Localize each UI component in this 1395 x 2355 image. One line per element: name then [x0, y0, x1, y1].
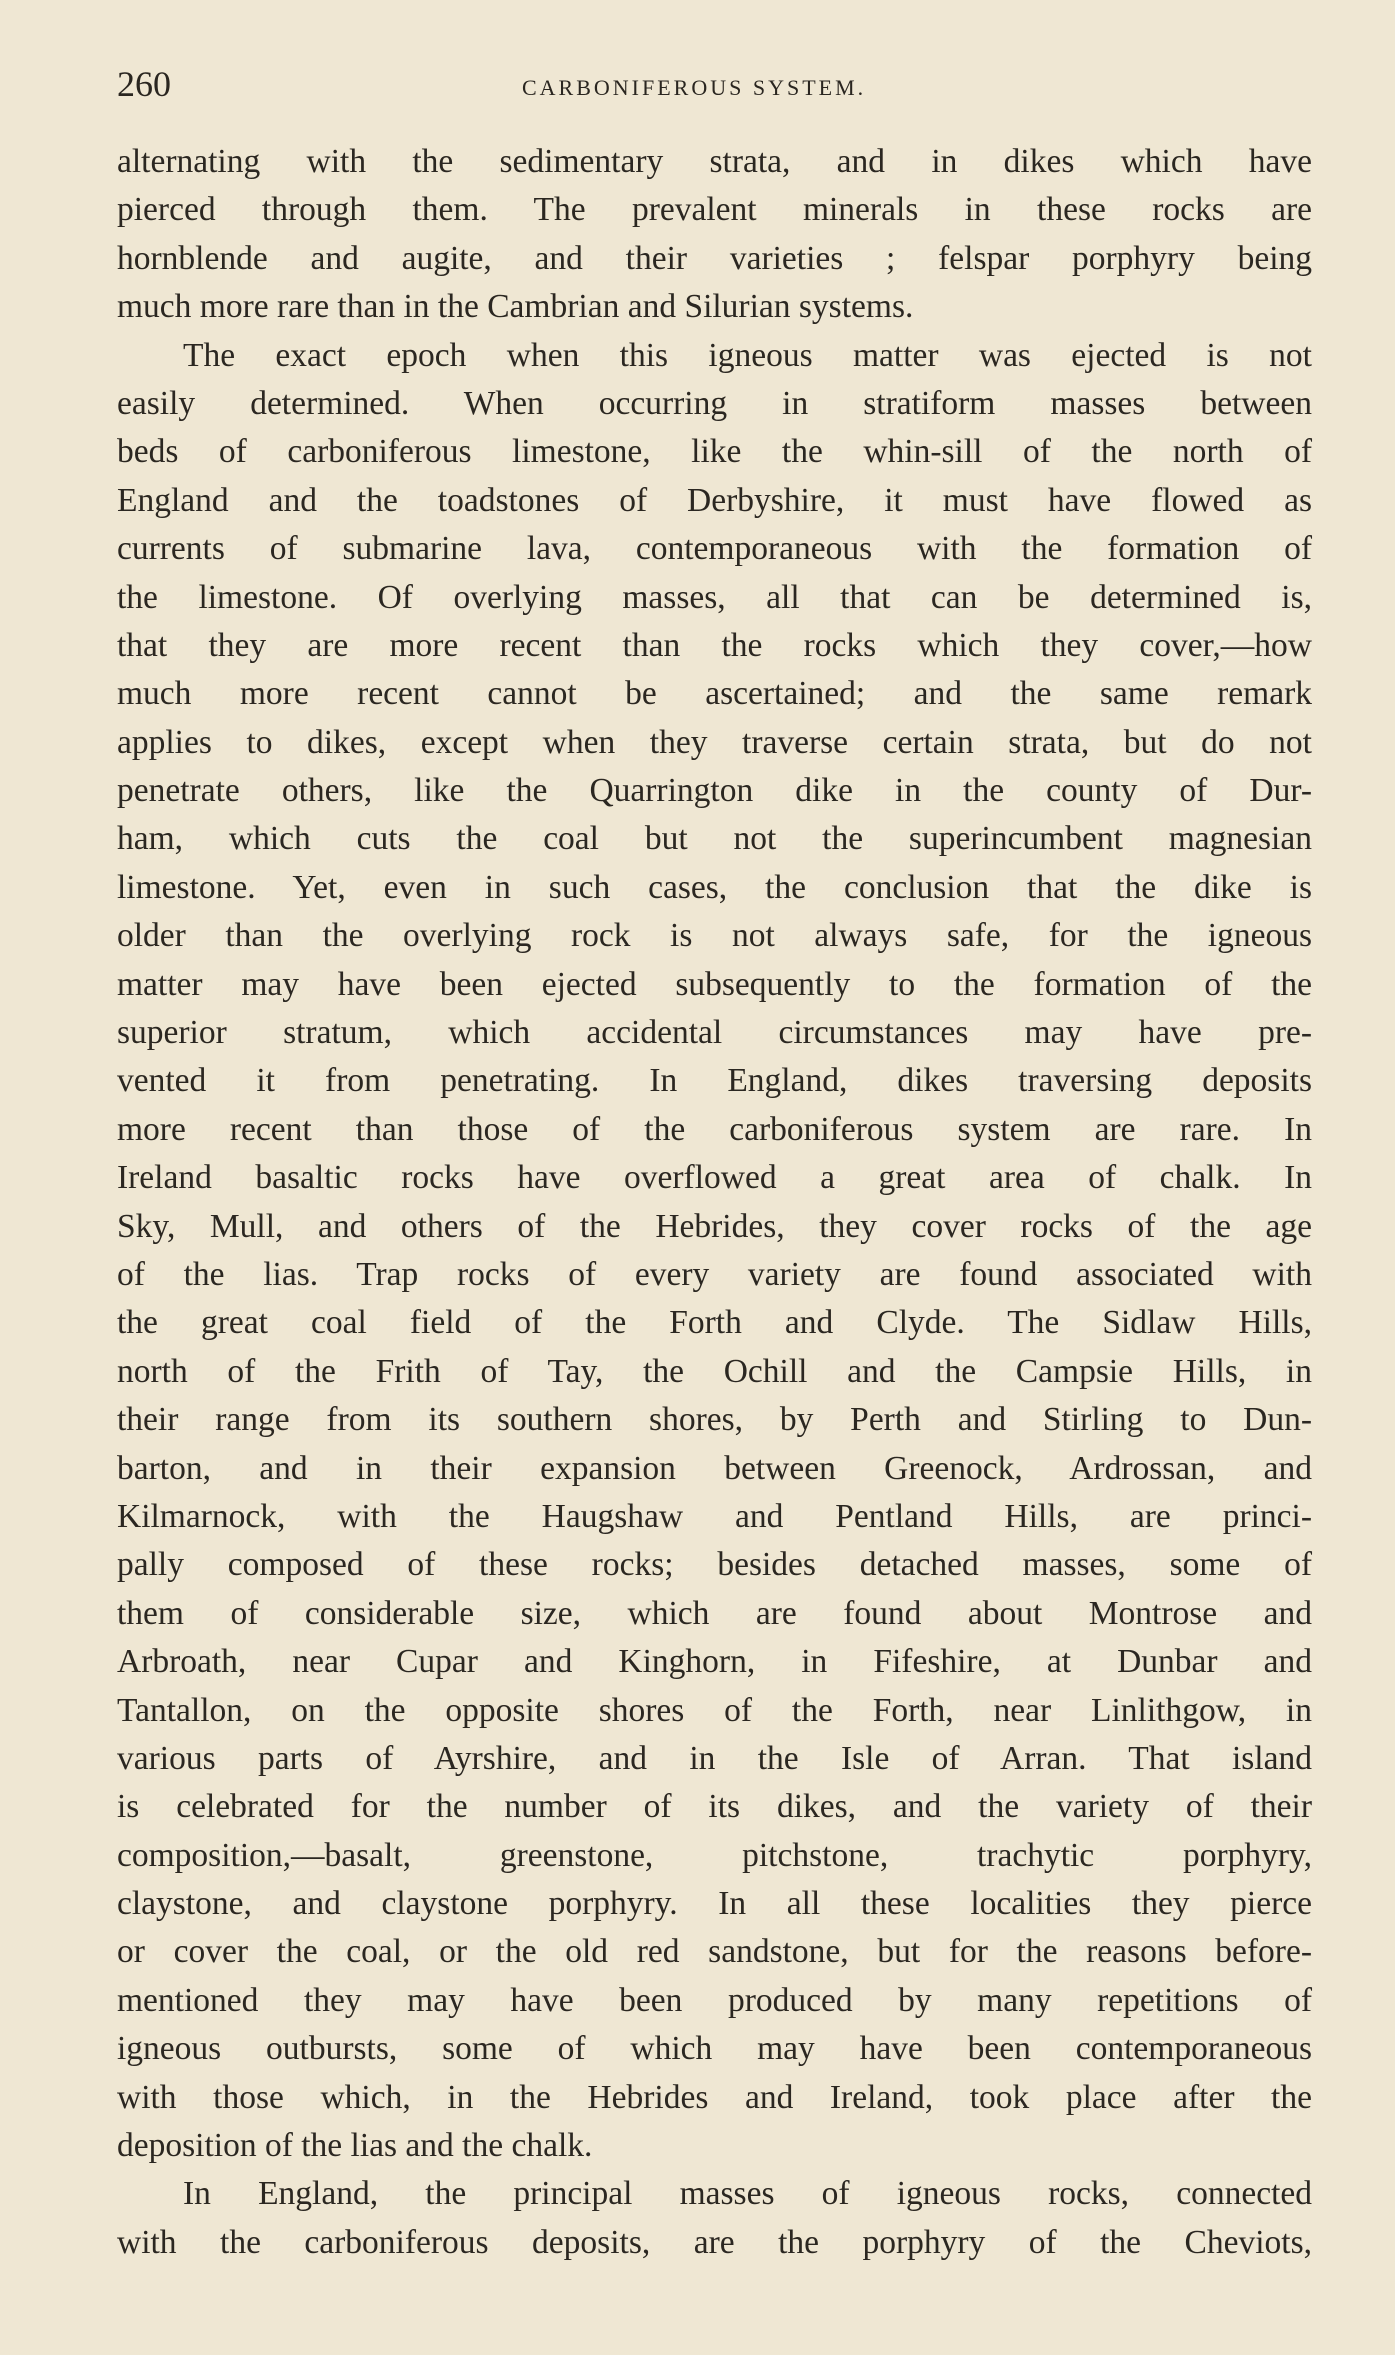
text-line: deposition of the lias and the chalk. — [117, 2127, 593, 2165]
text-line: pierced through them. The prevalent minerals in these rocks are — [117, 191, 1312, 229]
text-line: older than the overlying rock is not always safe, for the igneous — [117, 917, 1312, 955]
text-line: various parts of Ayrshire, and in the Isle of Arran. That island — [117, 1739, 1312, 1777]
text-line: The exact epoch when this igneous matter was ejected is not — [183, 336, 1312, 374]
text-line: Ireland basaltic rocks have overflowed a great area of chalk. In — [117, 1159, 1312, 1197]
text-line: their range from its southern shores, by Perth and Stirling to Dun- — [117, 1401, 1312, 1439]
text-line: Kilmarnock, with the Haugshaw and Pentland Hills, are princi- — [117, 1497, 1312, 1535]
text-line: Sky, Mull, and others of the Hebrides, they cover rocks of the age — [117, 1207, 1312, 1245]
text-line: Tantallon, on the opposite shores of the Forth, near Linlithgow, in — [117, 1691, 1312, 1729]
body-text — [117, 138, 1312, 2267]
text-line: north of the Frith of Tay, the Ochill and the Campsie Hills, in — [117, 1352, 1312, 1390]
text-line: claystone, and claystone porphyry. In all these localities they pierce — [117, 1885, 1312, 1923]
text-line: currents of submarine lava, contemporaneous with the formation of — [117, 530, 1312, 568]
text-line: pally composed of these rocks; besides detached masses, some of — [117, 1546, 1312, 1584]
text-line: with those which, in the Hebrides and Ireland, took place after the — [117, 2078, 1312, 2116]
text-line: hornblende and augite, and their varieties ; felspar porphyry being — [117, 239, 1312, 277]
text-line: alternating with the sedimentary strata, and in dikes which have — [117, 143, 1312, 180]
text-line: is celebrated for the number of its dikes, and the variety of their — [117, 1788, 1312, 1826]
text-line: more recent than those of the carboniferous system are rare. In — [117, 1110, 1312, 1148]
text-line: composition,—basalt, greenstone, pitchstone, trachytic porphyry, — [117, 1836, 1312, 1874]
text-line: much more recent cannot be ascertained; and the same remark — [117, 675, 1312, 713]
text-line: limestone. Yet, even in such cases, the conclusion that the dike is — [117, 868, 1312, 906]
text-line: In England, the principal masses of igneous rocks, connected — [183, 2175, 1312, 2213]
text-line: applies to dikes, except when they traverse certain strata, but do not — [117, 723, 1312, 761]
text-line: igneous outbursts, some of which may have been contemporaneous — [117, 2030, 1312, 2068]
text-line: mentioned they may have been produced by many repetitions of — [117, 1981, 1312, 2019]
text-line: the limestone. Of overlying masses, all that can be determined is, — [117, 578, 1312, 616]
text-line: of the lias. Trap rocks of every variety are found associated with — [117, 1255, 1312, 1293]
text-line: the great coal field of the Forth and Clyde. The Sidlaw Hills, — [117, 1304, 1312, 1342]
text-line: superior stratum, which accidental circumstances may have pre- — [117, 1014, 1312, 1052]
text-line: ham, which cuts the coal but not the superincumbent magnesian — [117, 820, 1312, 858]
running-head: CARBONIFEROUS SYSTEM. — [522, 75, 867, 100]
text-line: England and the toadstones of Derbyshire, it must have flowed as — [117, 481, 1312, 519]
text-line: penetrate others, like the Quarrington dike in the county of Dur- — [117, 772, 1312, 810]
text-line: barton, and in their expansion between Greenock, Ardrossan, and — [117, 1449, 1312, 1487]
text-line: beds of carboniferous limestone, like the whin-sill of the north of — [117, 433, 1312, 471]
text-line: them of considerable size, which are found about Montrose and — [117, 1594, 1312, 1632]
text-line: vented it from penetrating. In England, dikes traversing deposits — [117, 1062, 1312, 1100]
text-line: much more rare than in the Cambrian and Silurian systems. — [117, 288, 914, 326]
text-line: or cover the coal, or the old red sandstone, but for the reasons before- — [117, 1933, 1312, 1971]
page-number: 260 — [117, 64, 171, 104]
text-line: with the carboniferous deposits, are the porphyry of the Cheviots, — [117, 2223, 1312, 2261]
page-header — [117, 62, 1317, 112]
text-line: Arbroath, near Cupar and Kinghorn, in Fifeshire, at Dunbar and — [117, 1643, 1312, 1681]
text-line: that they are more recent than the rocks which they cover,—how — [117, 626, 1312, 664]
text-line: easily determined. When occurring in stratiform masses between — [117, 384, 1312, 422]
text-line: matter may have been ejected subsequently to the formation of the — [117, 965, 1312, 1003]
